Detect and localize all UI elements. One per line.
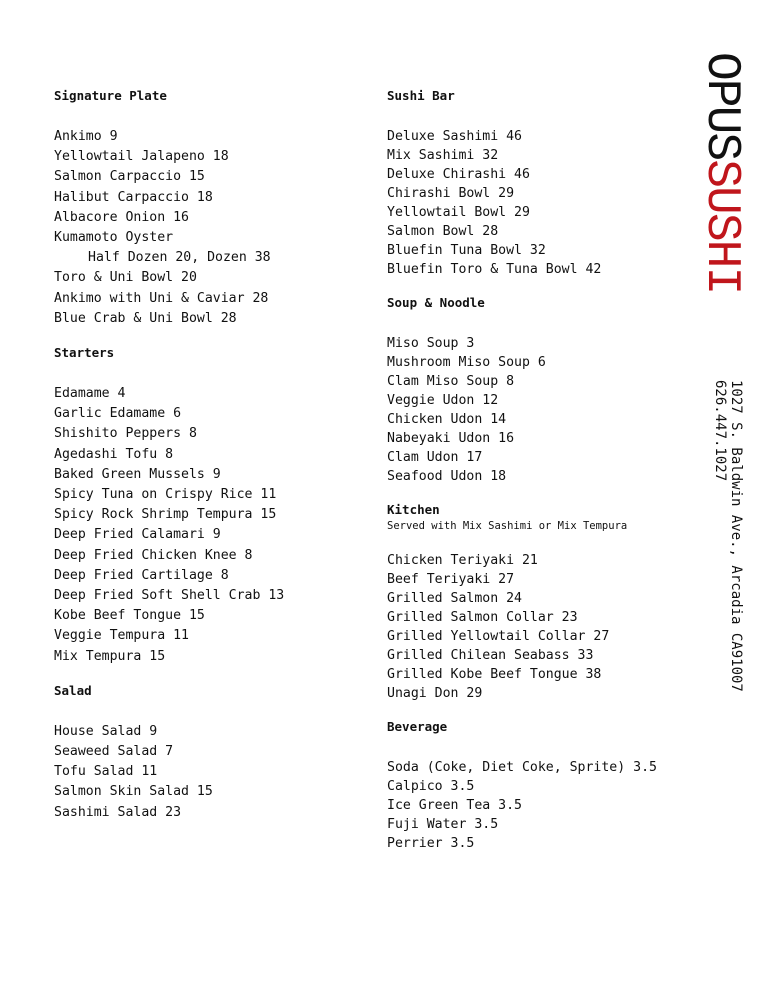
menu-item: Salmon Skin Salad 15 [54, 784, 213, 800]
menu-item: Deep Fried Soft Shell Crab 13 [54, 588, 285, 604]
menu-item: Kobe Beef Tongue 15 [54, 608, 205, 624]
menu-item: Mushroom Miso Soup 6 [387, 355, 546, 370]
menu-section [387, 293, 687, 486]
menu-item: Halibut Carpaccio 18 [54, 189, 213, 205]
menu-item: Deluxe Sashimi 46 [387, 129, 522, 144]
menu-item: Yellowtail Bowl 29 [387, 205, 530, 220]
menu-item: Tofu Salad 11 [54, 764, 158, 780]
menu-item: Salmon Carpaccio 15 [54, 169, 205, 185]
menu-section [54, 343, 364, 667]
menu-item: Mix Sashimi 32 [387, 148, 499, 163]
section-title: Soup & Noodle [387, 295, 485, 310]
section-title: Sushi Bar [387, 88, 455, 103]
menu-item: Seafood Udon 18 [387, 469, 507, 484]
menu-item: Blue Crab & Uni Bowl 28 [54, 310, 237, 326]
menu-item: Ankimo 9 [54, 129, 118, 144]
menu-section [387, 500, 687, 703]
menu-section [387, 717, 687, 853]
section-title: Salad [54, 682, 92, 698]
menu-item: Perrier 3.5 [387, 836, 475, 851]
menu-item: Grilled Salmon Collar 23 [387, 610, 578, 625]
contact-info [712, 380, 744, 720]
menu-item: Agedashi Tofu 8 [54, 446, 174, 462]
brand-logo [694, 52, 748, 372]
brand-opus: OPUS [694, 52, 748, 160]
menu-item: House Salad 9 [54, 723, 158, 739]
section-title: Signature Plate [54, 88, 167, 103]
menu-item: Albacore Onion 16 [54, 209, 189, 225]
menu-item: Garlic Edamame 6 [54, 406, 182, 422]
menu-item: Bluefin Tuna Bowl 32 [387, 243, 546, 258]
menu-item: Deep Fried Calamari 9 [54, 527, 221, 543]
menu-item: Chicken Teriyaki 21 [387, 553, 538, 568]
menu-item: Deep Fried Chicken Knee 8 [54, 547, 253, 563]
menu-item: Soda (Coke, Diet Coke, Sprite) 3.5 [387, 760, 657, 775]
menu-right-column [387, 86, 687, 867]
menu-item: Baked Green Mussels 9 [54, 466, 221, 482]
menu-item: Ice Green Tea 3.5 [387, 798, 522, 813]
menu-item: Mix Tempura 15 [54, 648, 166, 664]
menu-item: Fuji Water 3.5 [387, 817, 499, 832]
menu-section [387, 86, 687, 279]
menu-item: Salmon Bowl 28 [387, 224, 499, 239]
section-title: Starters [54, 345, 115, 361]
section-title: Kitchen [387, 502, 440, 517]
menu-item: Unagi Don 29 [387, 686, 483, 701]
section-note: Served with Mix Sashimi or Mix Tempura [387, 520, 628, 532]
menu-item: Seaweed Salad 7 [54, 744, 174, 760]
menu-item: Chirashi Bowl 29 [387, 186, 515, 201]
menu-item: Veggie Tempura 11 [54, 628, 189, 644]
street-address: 1027 S. Baldwin Ave., Arcadia CA91007 [728, 380, 744, 692]
brand-sushi: SUSHI [694, 159, 748, 294]
menu-item: Bluefin Toro & Tuna Bowl 42 [387, 262, 602, 277]
menu-item: Veggie Udon 12 [387, 393, 499, 408]
menu-item: Grilled Chilean Seabass 33 [387, 648, 594, 663]
menu-item: Grilled Yellowtail Collar 27 [387, 629, 610, 644]
menu-section [54, 86, 364, 329]
menu-item: Miso Soup 3 [387, 336, 475, 351]
menu-item: Shishito Peppers 8 [54, 426, 197, 442]
menu-item: Kumamoto Oyster [54, 230, 174, 246]
menu-item: Yellowtail Jalapeno 18 [54, 149, 229, 165]
menu-item: Clam Miso Soup 8 [387, 374, 515, 389]
menu-item: Deluxe Chirashi 46 [387, 167, 530, 182]
menu-item: Spicy Tuna on Crispy Rice 11 [54, 487, 277, 503]
menu-item: Deep Fried Cartilage 8 [54, 567, 229, 583]
menu-left-column [54, 86, 364, 837]
menu-item: Edamame 4 [54, 386, 126, 402]
menu-item: Spicy Rock Shrimp Tempura 15 [54, 507, 277, 523]
menu-item: Half Dozen 20, Dozen 38 [88, 250, 271, 266]
menu-item: Chicken Udon 14 [387, 412, 507, 427]
menu-item: Grilled Kobe Beef Tongue 38 [387, 667, 602, 682]
menu-item: Clam Udon 17 [387, 450, 483, 465]
menu-item: Grilled Salmon 24 [387, 591, 522, 606]
phone-number: 626.447.1027 [712, 380, 728, 482]
menu-item: Sashimi Salad 23 [54, 804, 182, 820]
section-title: Beverage [387, 719, 448, 734]
menu-section [54, 681, 364, 823]
menu-item: Calpico 3.5 [387, 779, 475, 794]
menu-item: Toro & Uni Bowl 20 [54, 270, 197, 286]
menu-item: Beef Teriyaki 27 [387, 572, 515, 587]
menu-item: Ankimo with Uni & Caviar 28 [54, 290, 269, 306]
menu-item: Nabeyaki Udon 16 [387, 431, 515, 446]
